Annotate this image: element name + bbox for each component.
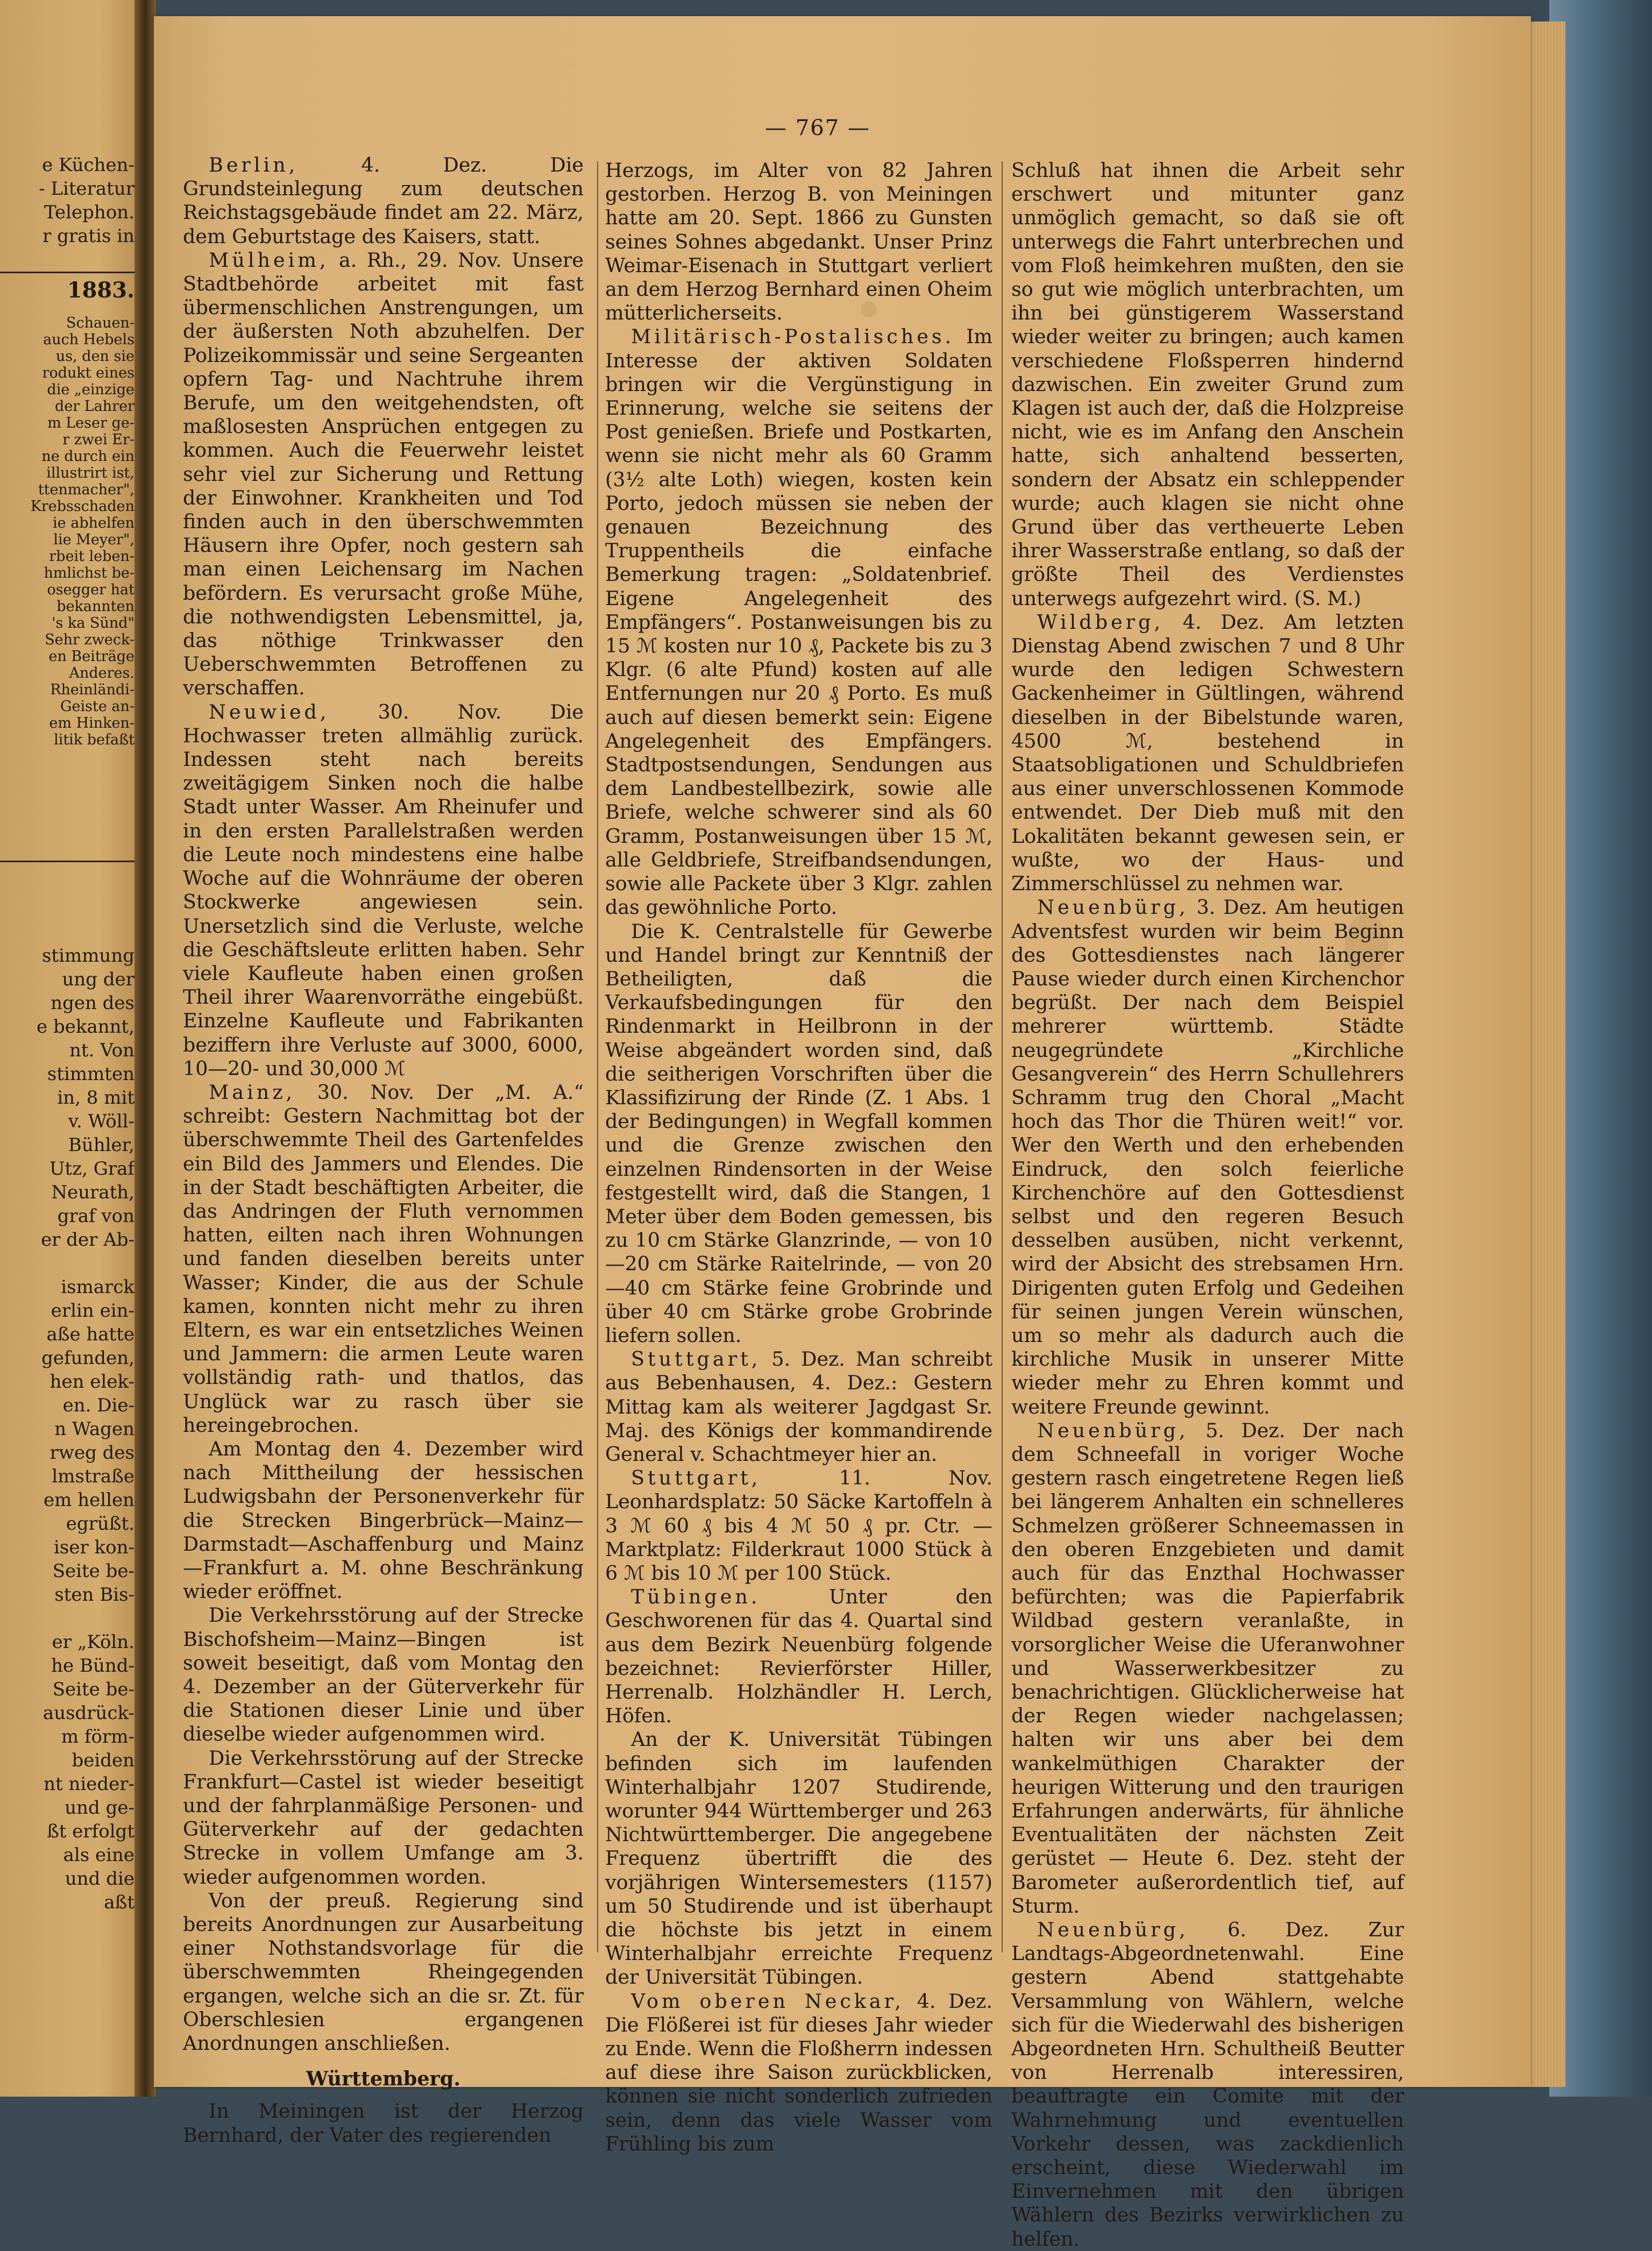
article-paragraph (605, 920, 992, 1348)
previous-page-line: ßt erfolgt (47, 1821, 134, 1842)
article-text: Herzogs, im Alter von 82 Jahren gestorben. Herzog B. von Meiningen hatte am 20. Sept. 1866 zu Gunsten seines Sohnes abgedankt. Unser Prinz Weimar-Eisenach in Stuttgart verliert an dem Herzog Bernhard einen Oheim mütterlicherseits. (605, 159, 992, 325)
article-text: 3. Dez. Am heutigen Adventsfest wurden wir beim Beginn des Gottesdienstes nach längerer Pause wieder durch einen Kirchenchor begrüßt. Der nach dem Beispiel mehrerer württemb. Städte neugegründete „Kirchliche Gesangverein“ des Herrn Schullehrers Schramm trug den Choral „Macht hoch das Thor die Thüren weit!“ vor. Wer den Werth und den erhebenden Eindruck, den solch feierliche Kirchenchöre auf den Gottesdienst selbst und den regeren Besuch desselben ausüben, nicht verkennt, wird der Absicht des strebsamen Hrn. Dirigenten guten Erfolg und Gedeihen für seinen jungen Verein wünschen, um so mehr als dadurch auch die kirchliche Musik in unserer Mitte wieder mehr zu Ehren kommt und weitere Freunde gewinnt. (1011, 896, 1404, 1418)
previous-page-line: aßt (104, 1892, 134, 1913)
article-paragraph (183, 1746, 584, 1889)
previous-page-line: er der Ab- (41, 1229, 134, 1251)
article-paragraph (605, 1728, 992, 1989)
article-paragraph (605, 1585, 992, 1728)
previous-page-line: ausdrück- (42, 1702, 134, 1724)
article-paragraph (183, 700, 584, 1081)
article-paragraph (183, 1081, 584, 1437)
previous-page-line: r zwei Er- (62, 431, 134, 448)
previous-page-line: en. Die- (62, 1395, 134, 1416)
previous-page-line: ie abhelfen (53, 515, 134, 531)
article-paragraph (1011, 1419, 1404, 1918)
previous-page-line: ismarck (61, 1276, 134, 1298)
article-text: 5. Dez. Man schreibt aus Bebenhausen, 4. Dez.: Gestern Mittag kam als weiterer Jagdgast Sr. Maj. des Königs der kommandirende General v. Schachtmeyer hier an. (605, 1347, 992, 1466)
section-heading: Württemberg. (306, 2067, 461, 2091)
article-dateline: Neuenbürg, (1037, 896, 1189, 919)
previous-page-line: sten Bis- (54, 1584, 134, 1606)
article-dateline: Neuenbürg, (1037, 1918, 1189, 1942)
previous-page-bottom-lines (0, 944, 134, 1914)
previous-page-line: e Küchen- (42, 154, 134, 176)
article-paragraph (183, 1889, 584, 2055)
previous-page-line: aße hatte (46, 1324, 134, 1345)
article-paragraph (605, 1466, 992, 1585)
article-text: Die Verkehrsstörung auf der Strecke Frankfurt—Castel ist wieder beseitigt und der fahrplanmäßige Personen- und Güterverkehr auf der gedachten Strecke in vollem Umfange am 3. wieder aufgenommen worden. (183, 1746, 584, 1888)
previous-page-rule (0, 272, 136, 273)
previous-page-rule-2 (0, 861, 136, 862)
previous-page-line: Seite be- (52, 1679, 134, 1700)
previous-page-line: rbeit leben- (49, 548, 134, 565)
previous-page-line: als eine (63, 1844, 134, 1866)
previous-page-line: Schauen- (66, 315, 134, 331)
previous-page-line: Geiste an- (60, 698, 134, 715)
article-dateline: Mainz, (209, 1080, 296, 1104)
previous-page-line: 's ka Sünd" (52, 615, 134, 631)
article-dateline: Berlin, (209, 153, 299, 176)
article-dateline: Stuttgart, (631, 1466, 761, 1490)
article-text: 4. Dez. Am letzten Dienstag Abend zwischen 7 und 8 Uhr wurde den ledigen Schwestern Gackenheimer in Gültlingen, während dieselben in der Bibelstunde waren, 4500 ℳ, bestehend in Staatsobligationen und Schuldbriefen aus einer unverschlossenen Kommode entwendet. Der Dieb muß mit den Lokalitäten bekannt gewesen sein, er wußte, wo der Haus- und Zimmerschlüssel zu nehmen war. (1011, 610, 1404, 896)
previous-page-line: ne durch ein (41, 448, 134, 465)
article-text: 30. Nov. Die Hochwasser treten allmählig zurück. Indessen steht nach bereits zweitägigem Sinken noch die halbe Stadt unter Wasser. Am Rheinufer und in den ersten Parallelstraßen werden die Leute noch mindestens eine halbe Woche auf die Wohnräume der oberen Stockwerke angewiesen sein. Unersetzlich sind die Verluste, welche die Geschäftsleute erlitten haben. Sehr viele Kaufleute haben einen großen Theil ihrer Waarenvorräthe eingebüßt. Einzelne Kaufleute und Fabrikanten beziffern ihre Verluste auf 3000, 6000, 10—20- und 30,000 ℳ (183, 700, 584, 1080)
previous-page-year (0, 279, 134, 302)
previous-page-line: hmlichst be- (44, 565, 134, 581)
previous-page-line: us, den sie (55, 348, 134, 365)
article-dateline: Tübingen. (631, 1585, 761, 1609)
previous-page-line: osegger hat (47, 581, 134, 598)
column-rule-1 (597, 161, 598, 1952)
previous-page-line: rweg des (49, 1442, 134, 1464)
previous-page-line: Sehr zweck- (45, 631, 134, 648)
previous-page-line: lie Meyer", (53, 531, 134, 548)
article-paragraph (1011, 896, 1404, 1418)
previous-page-line: hen elek- (49, 1371, 134, 1393)
article-paragraph (183, 153, 584, 248)
article-text: Die K. Centralstelle für Gewerbe und Handel bringt zur Kenntniß der Betheiligten, daß die Verkaufsbedingungen für den Rindenmarkt in Heilbronn in der Weise abgeändert worden sind, daß die seitherigen Vorschriften über die Klassifizirung der Rinde (Z. 1 Abs. 1 der Bedingungen) in Wegfall kommen und die Grenze zwischen den einzelnen Rindensorten in der Weise festgestellt wird, daß die Stangen, 1 Meter über dem Boden gemessen, bis zu 10 cm Stärke Glanzrinde, — von 10—20 cm Stärke Raitelrinde, — von 20—40 cm Stärke feine Grobrinde und über 40 cm Stärke grobe Grobrinde liefern sollen. (605, 919, 992, 1347)
previous-page-line: auch Hebels (43, 331, 134, 348)
article-text: 6. Dez. Zur Landtags-Abgeordnetenwahl. Eine gestern Abend stattgehabte Versammlung von Wählern, welche sich für die Wiederwahl des bisherigen Abgeordneten Hrn. Schultheiß Beutter von Herrenalb interessiren, beauftragte ein Comite mit der Wahrnehmung und eventuellen Vorkehr dessen, was zackdienlich erscheint, diese Wiederwahl im Einvernehmen mit den übrigen Wählern des Bezirks verwirklichen zu helfen. (1011, 1918, 1404, 2250)
previous-page-line: n Wagen (54, 1418, 134, 1440)
previous-page-line: Rheinländi- (50, 681, 134, 698)
article-paragraph (183, 248, 584, 700)
previous-page-line: en Beiträge (48, 648, 134, 665)
article-text: Unter den Geschworenen für das 4. Quartal sind aus dem Bezirk Neuenbürg folgende bezeichnet: Revierförster Hiller, Herrenalb. Holzhändler H. Lerch, Höfen. (605, 1585, 992, 1728)
article-dateline: Neuenbürg, (1037, 1418, 1189, 1442)
previous-page-line: em hellen (44, 1489, 134, 1511)
previous-page-line: graf von (57, 1205, 134, 1227)
article-text: Am Montag den 4. Dezember wird nach Mittheilung der hessischen Ludwigsbahn der Personenverkehr für die Strecken Bingerbrück—Mainz—Darmstadt—Aschaffenburg und Mainz—Frankfurt a. M. ohne Beschränkung wieder eröffnet. (183, 1437, 584, 1603)
article-text: Von der preuß. Regierung sind bereits Anordnungen zur Ausarbeitung einer Nothstandsvorlage für die überschwemmten Rheingegenden ergangen, welche sich an die sr. Zt. für Oberschlesien ergangenen Anordnungen anschließen. (183, 1888, 584, 2055)
previous-page-line: m Leser ge- (47, 415, 134, 431)
article-dateline: Mülheim, (209, 248, 329, 272)
previous-page-line: er „Köln. (52, 1631, 134, 1653)
article-paragraph (1011, 159, 1404, 610)
article-paragraph (183, 1603, 584, 1746)
previous-page-line: erlin ein- (51, 1300, 134, 1322)
column-2 (605, 159, 992, 2156)
column-rule-2 (1002, 161, 1003, 1952)
previous-page-line (0, 1607, 134, 1630)
article-paragraph (605, 159, 992, 325)
book-gutter (134, 0, 156, 2097)
previous-page-line: und die (65, 1868, 134, 1890)
previous-page-line: stimmten (47, 1063, 134, 1085)
article-paragraph (1011, 610, 1404, 896)
previous-page-line: Utz, Graf (49, 1158, 134, 1180)
previous-page-line: gefunden, (41, 1347, 134, 1369)
article-paragraph (183, 2099, 584, 2147)
article-text: 4. Dez. Die Grundsteinlegung zum deutschen Reichstagsgebäude findet am 22. März, dem Geburtstage des Kaisers, statt. (183, 153, 584, 248)
article-text: In Meiningen ist der Herzog Bernhard, der Vater des regierenden (183, 2099, 584, 2147)
previous-page-line: in, 8 mit (57, 1087, 134, 1109)
article-text: 30. Nov. Der „M. A.“ schreibt: Gestern Nachmittag bot der überschwemmte Theil des Gartenfeldes ein Bild des Jammers und Elendes. Die in der Stadt beschäftigten Arbeiter, die das Andringen der Fluth vernommen hatten, eilten nach ihren Wohnungen und fanden dieselben bereits unter Wasser; Kinder, die aus der Schule kamen, konnten nicht mehr zu ihren Eltern, es war ein entsetzliches Weinen und Jammern: die armen Leute waren vollständig rath- und thatlos, das Unglück war zu rasch über sie hereingebrochen. (183, 1080, 584, 1437)
previous-page-line: lmstraße (52, 1466, 134, 1487)
previous-page-line: - Literatur (39, 178, 134, 200)
previous-page-line: e bekannt, (37, 1016, 134, 1038)
page-number: — 767 — (765, 116, 870, 140)
previous-page-line: Neurath, (51, 1182, 134, 1203)
previous-page-line: Krebsschaden (30, 498, 134, 515)
article-dateline: Stuttgart, (631, 1347, 761, 1371)
previous-page-line: litik befaßt (54, 732, 134, 748)
previous-page-line: Seite be- (52, 1560, 134, 1582)
previous-page-line: die „einzige (47, 381, 134, 398)
previous-page-line: bekannten (56, 598, 134, 615)
article-paragraph (605, 325, 992, 919)
previous-page-line: iser kon- (54, 1537, 134, 1558)
previous-page-line (0, 1252, 134, 1275)
previous-page-line: m förm- (61, 1726, 134, 1748)
previous-page-line: egrüßt. (66, 1513, 134, 1535)
previous-page-line: und ge- (65, 1797, 134, 1819)
article-text: 4. Dez. Die Flößerei ist für dieses Jahr wieder zu Ende. Wenn die Floßherrn indessen auf diese ihre Saison zurückblicken, können sie nicht sonderlich zufrieden sein, denn das viele Wasser vom Frühling bis zum (605, 1989, 992, 2155)
previous-page-line: der Lahrer (55, 398, 134, 415)
article-dateline: Vom oberen Neckar, (631, 1989, 904, 2013)
previous-page-line: Telephon. (44, 202, 134, 223)
article-text: Die Verkehrsstörung auf der Strecke Bischofsheim—Mainz—Bingen ist soweit beseitigt, daß vom Montag den 4. Dezember an der Güterverkehr für die Stationen dieser Linie und über dieselbe wieder aufgenommen wird. (183, 1603, 584, 1746)
previous-page-line: beiden (72, 1750, 134, 1771)
article-dateline: Wildberg, (1037, 610, 1164, 634)
article-paragraph (183, 1437, 584, 1603)
previous-page-line: em Hinken- (49, 715, 134, 732)
article-paragraph (1011, 1918, 1404, 2251)
article-text: a. Rh., 29. Nov. Unsere Stadtbehörde arbeitet mit fast übermenschlichen Anstrengungen, um der äußersten Noth abzuhelfen. Der Polizeikommissär und seine Sergeanten opfern Tag- und Nachtruhe ihrem Berufe, um den weitgehendsten, oft maßlosesten Ansprüchen entgegen zu kommen. Auch die Feuerwehr leistet sehr viel zur Sicherung und Rettung der Einwohner. Krankheiten und Tod finden auch in den überschwemmten Häusern ihre Opfer, noch gestern sah man einen Leichensarg im Nachen befördern. Es verursacht große Mühe, die nothwendigsten Lebensmittel, ja, das nöthige Trinkwasser den Ueberschwemmten Betroffenen zu verschaffen. (183, 248, 584, 700)
previous-page-line: stimmung (41, 945, 134, 967)
article-text: 11. Nov. Leonhardsplatz: 50 Säcke Kartoffeln à 3 ℳ 60 ₰ bis 4 ℳ 50 ₰ pr. Ctr. — Marktplatz: Filderkraut 1000 Stück à 6 ℳ bis 10 ℳ per 100 Stück. (605, 1466, 992, 1585)
previous-page-top-lines (0, 153, 134, 248)
previous-page-line: ung der (62, 969, 134, 990)
previous-page-line: v. Wöll- (68, 1111, 134, 1132)
previous-page-line: he Bünd- (51, 1655, 134, 1677)
previous-page (0, 0, 141, 2097)
previous-page-line: rodukt eines (42, 365, 134, 381)
article-text: An der K. Universität Tübingen befinden sich im laufenden Winterhalbjahr 1207 Studirende, worunter 944 Württemberger und 263 Nichtwürttemberger. Die angegebene Frequenz übertrifft die des vorjährigen Wintersemesters (1157) um 50 Studirende und ist überhaupt die höchste bis jetzt in einem Winterhalbjahr erreichte Frequenz der Universität Tübingen. (605, 1728, 992, 1989)
previous-page-line: nt. Von (69, 1040, 134, 1061)
article-text: Schluß hat ihnen die Arbeit sehr erschwert und mitunter ganz unmöglich gemacht, so daß sie oft unterwegs die Fahrt unterbrechen und vom Floß heimkehren mußten, den sie so gut wie möglich unterbrachten, um ihn bei günstigerem Wasserstand wieder weiter zu bringen; auch kamen verschiedene Floßsperren hindernd dazwischen. Ein zweiter Grund zum Klagen ist auch der, daß die Holzpreise nicht, wie es im Anfang den Anschein hatte, sich anhaltend besserten, sondern der Absatz ein schleppender wurde; auch klagen sie nicht ohne Grund über das vertheuerte Leben ihrer Wasserstraße entlang, so daß der größte Theil des Verdienstes unterwegs aufgezehrt wird. (S. M.) (1011, 159, 1404, 610)
previous-page-line: Bühler, (68, 1134, 134, 1156)
previous-page-line: ngen des (51, 992, 134, 1014)
previous-page-line: r gratis in (42, 225, 134, 247)
article-text: Im Interesse der aktiven Soldaten bringen wir die Vergünstigung in Erinnerung, welche sie seitens der Post genießen. Briefe und Postkarten, wenn sie nicht mehr als 60 Gramm (3½ alte Loth) wiegen, kosten kein Porto, jedoch müssen sie neben der genauen Bezeichnung des Truppentheils die einfache Bemerkung tragen: „Soldatenbrief. Eigene Angelegenheit des Empfängers“. Postanweisungen bis zu 15 ℳ kosten nur 10 ₰, Packete bis zu 3 Klgr. (6 alte Pfund) kosten auf alle Entfernungen nur 20 ₰ Porto. Es muß auch auf diesen bemerkt sein: Eigene Angelegenheit des Empfängers. Stadtpostsendungen, Sendungen aus dem Landbestellbezirk, sowie alle Briefe, welche schwerer sind als 60 Gramm, Postanweisungen über 15 ℳ, alle Geldbriefe, Streifbandsendungen, sowie alle Packete über 3 Klgr. zahlen das gewöhnliche Porto. (605, 325, 992, 919)
previous-page-small-lines (0, 315, 134, 748)
column-3 (1011, 159, 1404, 2251)
previous-page-line: illustrirt ist, (46, 465, 134, 481)
year-label: 1883. (67, 279, 134, 302)
article-paragraph (605, 1347, 992, 1466)
article-dateline: Neuwied, (209, 700, 330, 723)
previous-page-line: ttenmacher", (38, 481, 134, 498)
article-dateline: Militärisch-Postalisches. (631, 325, 955, 349)
previous-page-line: Anderes. (69, 665, 134, 681)
article-paragraph (605, 1990, 992, 2156)
article-text: 5. Dez. Der nach dem Schneefall in voriger Woche gestern rasch eingetretene Regen ließ bei längerem Anhalten ein schnelleres Schmelzen größerer Schneemassen in den oberen Enzgebieten und damit auch für das Enzthal Hochwasser befürchten; was die Papierfabrik Wildbad gestern veranlaßte, in vorsorglicher Weise die Uferanwohner und Wasserwerkbesitzer zu benachrichtigen. Glücklicherweise hat der Regen wieder nachgelassen; halten wir uns aber bei dem wankelmüthigen Charakter der heurigen Witterung und den traurigen Erfahrungen anderwärts, für ähnliche Eventualitäten der nächsten Zeit gerüstet — Heute 6. Dez. steht der Barometer außerordentlich tief, auf Sturm. (1011, 1418, 1404, 1918)
column-1 (183, 153, 584, 2147)
previous-page-line: nt nieder- (44, 1773, 134, 1795)
